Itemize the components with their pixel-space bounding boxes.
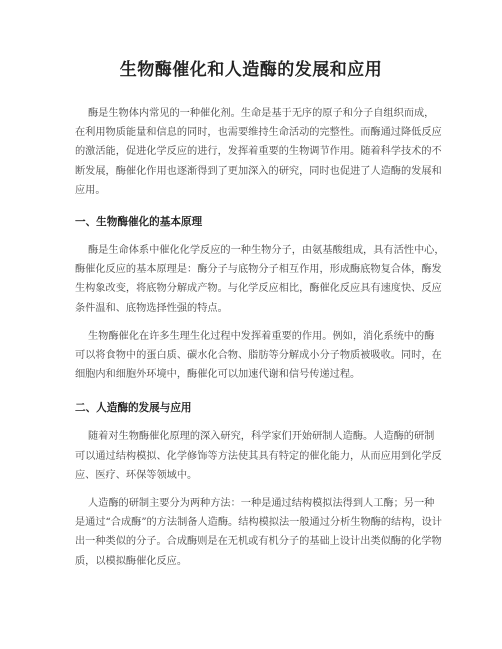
paragraph-line: 生构象改变，将底物分解成产物。与化学反应相比，酶催化反应具有速度快、反应 [75, 283, 442, 295]
paragraph-line: 应用。 [75, 184, 106, 196]
paragraph-line: 的激活能，促进化学反应的进行，发挥着重要的生物调节作用。随着科学技术的不 [75, 146, 442, 158]
paragraph-line: 细胞内和细胞外环境中，酶催化可以加速代谢和信号传递过程。 [75, 369, 361, 381]
section1-paragraph-1 [75, 241, 445, 318]
paragraph-line: 可以通过结构模拟、化学修饰等方法使其具有特定的催化能力，从而应用到化学反 [75, 450, 442, 462]
section2-paragraph-2 [75, 494, 442, 571]
paragraph-line: 随着对生物酶催化原理的深入研究，科学家们开始研制人造酶。人造酶的研制 [88, 431, 435, 443]
paragraph-line: 酶是生命体系中催化化学反应的一种生物分子，由氨基酸组成，具有活性中心， [88, 245, 445, 257]
paragraph-line: 酶催化反应的基本原理是：酶分子与底物分子相互作用，形成酶底物复合体，酶发 [75, 264, 442, 276]
paragraph-line: 出一种类似的分子。合成酶则是在无机或有机分子的基础上设计出类似酶的化学物 [75, 536, 442, 548]
section-heading-2: 二、人造酶的发展与应用 [75, 402, 192, 415]
section2-paragraph-1 [75, 427, 442, 485]
paragraph-line: 是通过“合成酶”的方法制备人造酶。结构模拟法一般通过分析生物酶的结构，设计 [75, 517, 442, 529]
paragraph-line: 在利用物质能量和信息的同时，也需要维持生命活动的完整性。而酶通过降低反应 [75, 127, 442, 139]
section-heading-1: 一、生物酶催化的基本原理 [75, 216, 203, 229]
paragraph-line: 人造酶的研制主要分为两种方法：一种是通过结构模拟法得到人工酶；另一种 [88, 498, 435, 510]
paragraph-line: 应、医疗、环保等领域中。 [75, 469, 198, 481]
document-title: 生物酶催化和人造酶的发展和应用 [119, 60, 383, 80]
section1-paragraph-2 [75, 327, 442, 385]
paragraph-line: 断发展，酶催化作用也逐渐得到了更加深入的研究，同时也促进了人造酶的发展和 [75, 165, 442, 177]
paragraph-line: 酶是生物体内常见的一种催化剂。生命是基于无序的原子和分子自组织而成， [88, 108, 435, 119]
paragraph-line: 条件温和、底物选择性强的特点。 [75, 302, 228, 314]
paragraph-line: 质，以模拟酶催化反应。 [75, 555, 188, 567]
intro-paragraph [75, 104, 442, 200]
paragraph-line: 生物酶催化在许多生理生化过程中发挥着重要的作用。例如，消化系统中的酶 [88, 330, 435, 342]
paragraph-line: 可以将食物中的蛋白质、碳水化合物、脂肪等分解成小分子物质被吸收。同时，在 [75, 350, 442, 362]
